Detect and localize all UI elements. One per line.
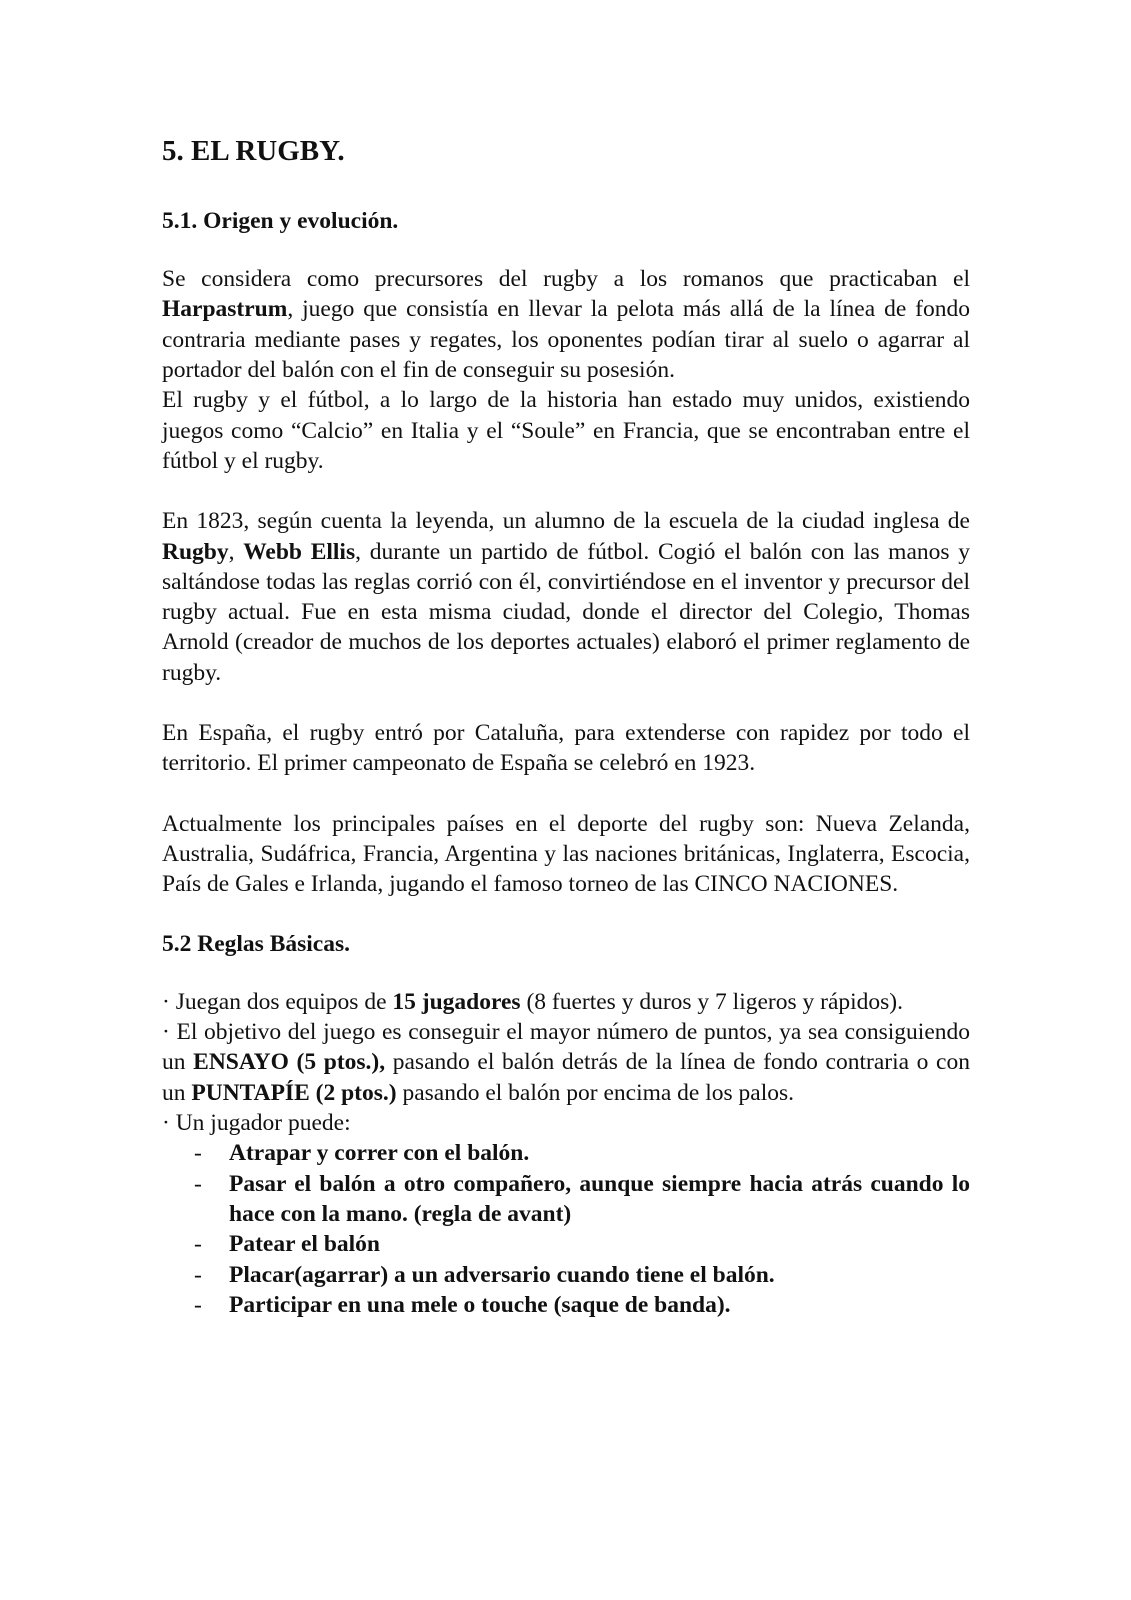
rule-objetivo xyxy=(162,1017,970,1108)
text: , xyxy=(228,538,244,565)
list-item xyxy=(194,1138,970,1168)
list-item-text: Patear el balón xyxy=(229,1231,380,1258)
dash-marker: - xyxy=(194,1170,202,1197)
rule-jugadores xyxy=(162,987,970,1017)
text: (8 fuertes y duros y 7 ligeros y rápidos). xyxy=(520,988,904,1015)
paragraph-harpastrum xyxy=(162,264,970,385)
text: pasando el balón detrás de la línea de fondo contraria o con un xyxy=(162,1049,970,1106)
bold-term-ensayo: ENSAYO (5 ptos.), xyxy=(193,1049,386,1076)
list-item xyxy=(194,1260,970,1290)
bold-term-puntapie: PUNTAPÍE (2 ptos.) xyxy=(191,1079,397,1106)
list-item-text: Participar en una mele o touche (saque de banda). xyxy=(229,1291,731,1318)
text: En 1823, según cuenta la leyenda, un alumno de la escuela de la ciudad inglesa de xyxy=(162,508,970,535)
list-item xyxy=(194,1229,970,1259)
dash-marker: - xyxy=(194,1291,202,1318)
bold-term-webb-ellis: Webb Ellis xyxy=(243,538,356,565)
paragraph-rugby-futbol: El rugby y el fútbol, a lo largo de la historia han estado muy unidos, existiendo juegos como “Calcio” en Italia y el “Soule” en Francia, que se encontraban entre el fútbol y el rugby. xyxy=(162,387,970,474)
list-item xyxy=(194,1169,970,1230)
list-item xyxy=(194,1290,970,1320)
rule-jugador-puede: · Un jugador puede: xyxy=(162,1110,351,1137)
paragraph-webb-ellis xyxy=(162,506,970,688)
text: , juego que consistía en llevar la pelota más allá de la línea de fondo contraria mediante pases y regates, los oponentes podían tirar al suelo o agarrar al portador del balón con el fin de conseguir su posesión. xyxy=(162,296,970,384)
list-item-text: Atrapar y correr con el balón. xyxy=(229,1140,530,1167)
dash-marker: - xyxy=(194,1231,202,1258)
player-actions-list xyxy=(162,1138,970,1320)
text: · Juegan dos equipos de xyxy=(162,988,393,1015)
paragraph-paises: Actualmente los principales países en el deporte del rugby son: Nueva Zelanda, Australia, Sudáfrica, Francia, Argentina y las naciones británicas, Inglaterra, Escocia, País de Gales e Irlanda, jugando el famoso torneo de las CINCO NACIONES. xyxy=(162,810,970,898)
paragraph-espana: En España, el rugby entró por Cataluña, para extenderse con rapidez por todo el territorio. El primer campeonato de España se celebró en 1923. xyxy=(162,720,970,777)
bold-term-15-jugadores: 15 jugadores xyxy=(392,988,521,1015)
text: , durante un partido de fútbol. Cogió el balón con las manos y saltándose todas las reglas corrió con él, convirtiéndose en el inventor y precursor del rugby actual. Fue en esta misma ciudad, donde el director del Colegio, Thomas Arnold (creador de muchos de los deportes actuales) elaboró el primer reglamento de rugby. xyxy=(162,538,970,686)
section-heading-reglas: 5.2 Reglas Básicas. xyxy=(162,930,350,957)
page-title: 5. EL RUGBY. xyxy=(162,135,345,167)
dash-marker: - xyxy=(194,1140,202,1167)
bold-term-rugby: Rugby xyxy=(162,538,229,565)
list-item-text: Pasar el balón a otro compañero, aunque siempre hacia atrás cuando lo hace con la mano. (regla de avant) xyxy=(229,1170,970,1227)
bold-term-harpastrum: Harpastrum xyxy=(162,296,288,323)
text: Se considera como precursores del rugby a los romanos que practicaban el xyxy=(162,266,970,293)
list-item-text: Placar(agarrar) a un adversario cuando tiene el balón. xyxy=(229,1261,775,1288)
document-page xyxy=(162,134,970,1320)
dash-marker: - xyxy=(194,1261,202,1288)
section-heading-origen: 5.1. Origen y evolución. xyxy=(162,207,399,234)
text: pasando el balón por encima de los palos. xyxy=(396,1079,795,1106)
text: · El objetivo del juego es conseguir el mayor número de puntos, ya sea consiguiendo un xyxy=(162,1019,970,1076)
